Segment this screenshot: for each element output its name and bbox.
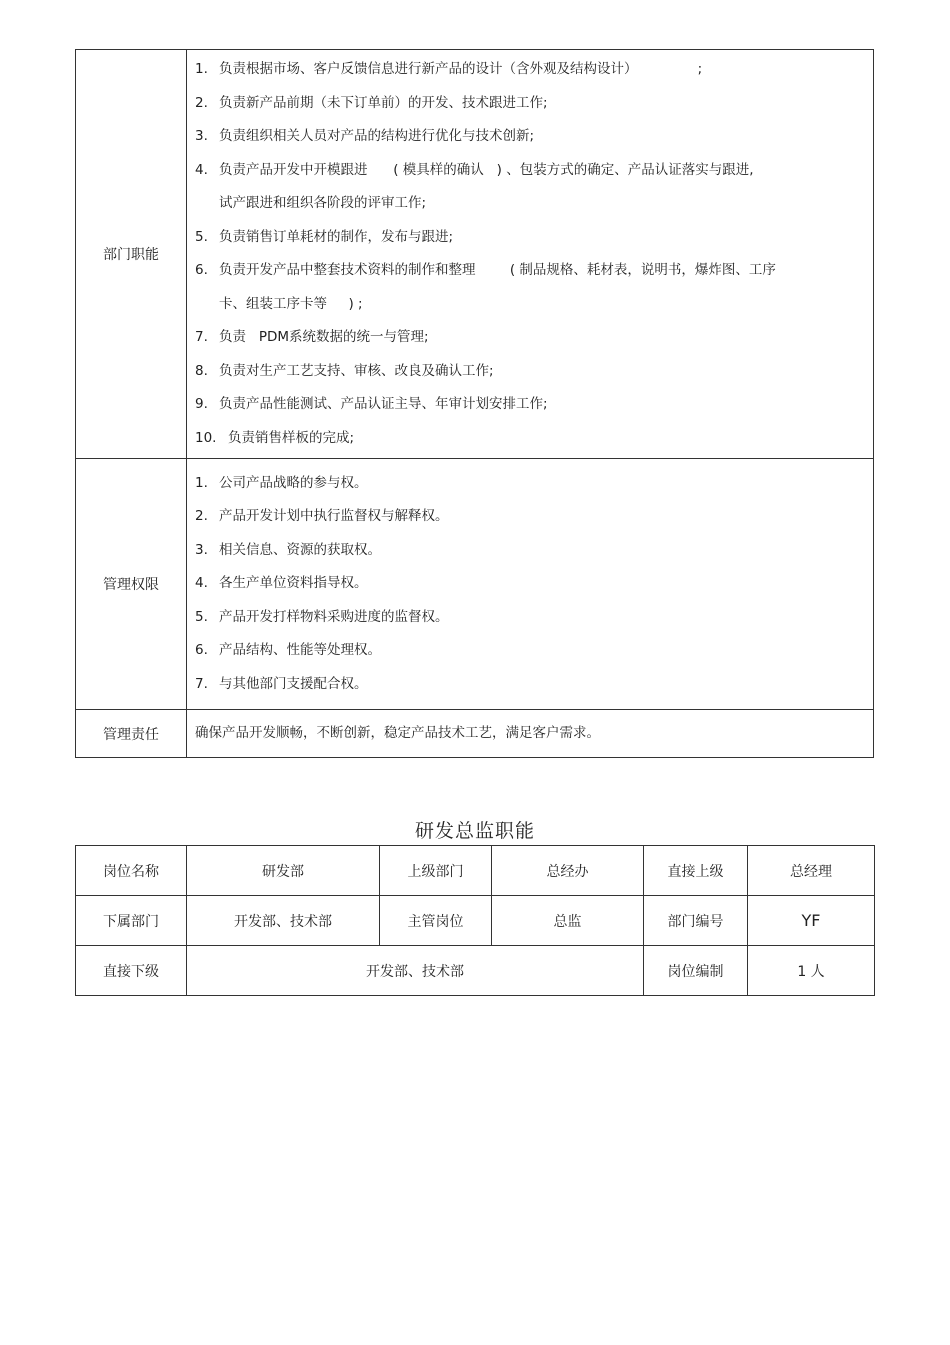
- supervising-post-label: 主管岗位: [380, 896, 492, 946]
- functions-row: [76, 50, 874, 459]
- direct-sub-value: 开发部、技术部: [187, 946, 644, 996]
- sub-dept-value: 开发部、技术部: [187, 896, 380, 946]
- headcount-label: 岗位编制: [644, 946, 748, 996]
- dept-code-label: 部门编号: [644, 896, 748, 946]
- functions-label: 部门职能: [76, 50, 187, 459]
- function-item: 9. 负责产品性能测试、产品认证主导、年审计划安排工作;: [195, 396, 548, 412]
- direct-superior-label: 直接上级: [644, 846, 748, 896]
- authority-item: 1. 公司产品战略的参与权。: [195, 474, 368, 491]
- headcount-value: 1 人: [748, 946, 875, 996]
- authority-item: 4. 各生产单位资料指导权。: [195, 575, 368, 592]
- dept-code-value: YF: [748, 896, 875, 946]
- position-info-table: [75, 845, 875, 996]
- function-item: 5. 负责销售订单耗材的制作，发布与跟进;: [195, 228, 454, 245]
- section-title: 研发总监职能: [414, 820, 535, 842]
- authority-item: 7. 与其他部门支援配合权。: [195, 675, 368, 692]
- responsibility-text: 确保产品开发顺畅，不断创新，稳定产品技术工艺，满足客户需求。: [187, 710, 874, 758]
- responsibility-row: [76, 710, 874, 758]
- authority-list: [187, 459, 874, 710]
- function-item: 6. 负责开发产品中整套技术资料的制作和整理 ( 制品规格、耗材表，说明书，爆炸图、工序: [195, 262, 776, 278]
- authority-label: 管理权限: [76, 459, 187, 710]
- direct-sub-label: 直接下级: [76, 946, 187, 996]
- function-item: 3. 负责组织相关人员对产品的结构进行优化与技术创新;: [195, 128, 535, 144]
- function-item: 8. 负责对生产工艺支持、审核、改良及确认工作;: [195, 362, 494, 379]
- responsibility-label: 管理责任: [76, 710, 187, 758]
- position-row-1: [76, 846, 875, 896]
- authority-item: 6. 产品结构、性能等处理权。: [195, 642, 381, 659]
- function-item: 2. 负责新产品前期（未下订单前）的开发、技术跟进工作;: [195, 94, 548, 111]
- position-row-2: [76, 896, 875, 946]
- function-item-continued: 试产跟进和组织各阶段的评审工作;: [219, 195, 427, 211]
- function-item-continued: 卡、组装工序卡等 ) ;: [219, 295, 363, 312]
- authority-item: 5. 产品开发打样物料采购进度的监督权。: [195, 608, 449, 625]
- direct-superior-value: 总经理: [748, 846, 875, 896]
- functions-list: [187, 50, 874, 459]
- post-name-value: 研发部: [187, 846, 380, 896]
- authority-row: [76, 459, 874, 710]
- supervising-post-value: 总监: [492, 896, 644, 946]
- department-duty-table: [75, 49, 874, 758]
- function-item: 7. 负责 PDM系统数据的统一与管理;: [195, 329, 429, 345]
- function-item: 4. 负责产品开发中开模跟进 ( 模具样的确认 ) 、包装方式的确定、产品认证落实与跟进,: [195, 161, 754, 178]
- function-item: 1. 负责根据市场、客户反馈信息进行新产品的设计（含外观及结构设计） ;: [195, 61, 703, 77]
- superior-dept-label: 上级部门: [380, 846, 492, 896]
- sub-dept-label: 下属部门: [76, 896, 187, 946]
- authority-item: 3. 相关信息、资源的获取权。: [195, 541, 381, 558]
- authority-item: 2. 产品开发计划中执行监督权与解释权。: [195, 508, 449, 525]
- superior-dept-value: 总经办: [492, 846, 644, 896]
- post-name-label: 岗位名称: [76, 846, 187, 896]
- position-row-3: [76, 946, 875, 996]
- function-item: 10. 负责销售样板的完成;: [195, 429, 355, 446]
